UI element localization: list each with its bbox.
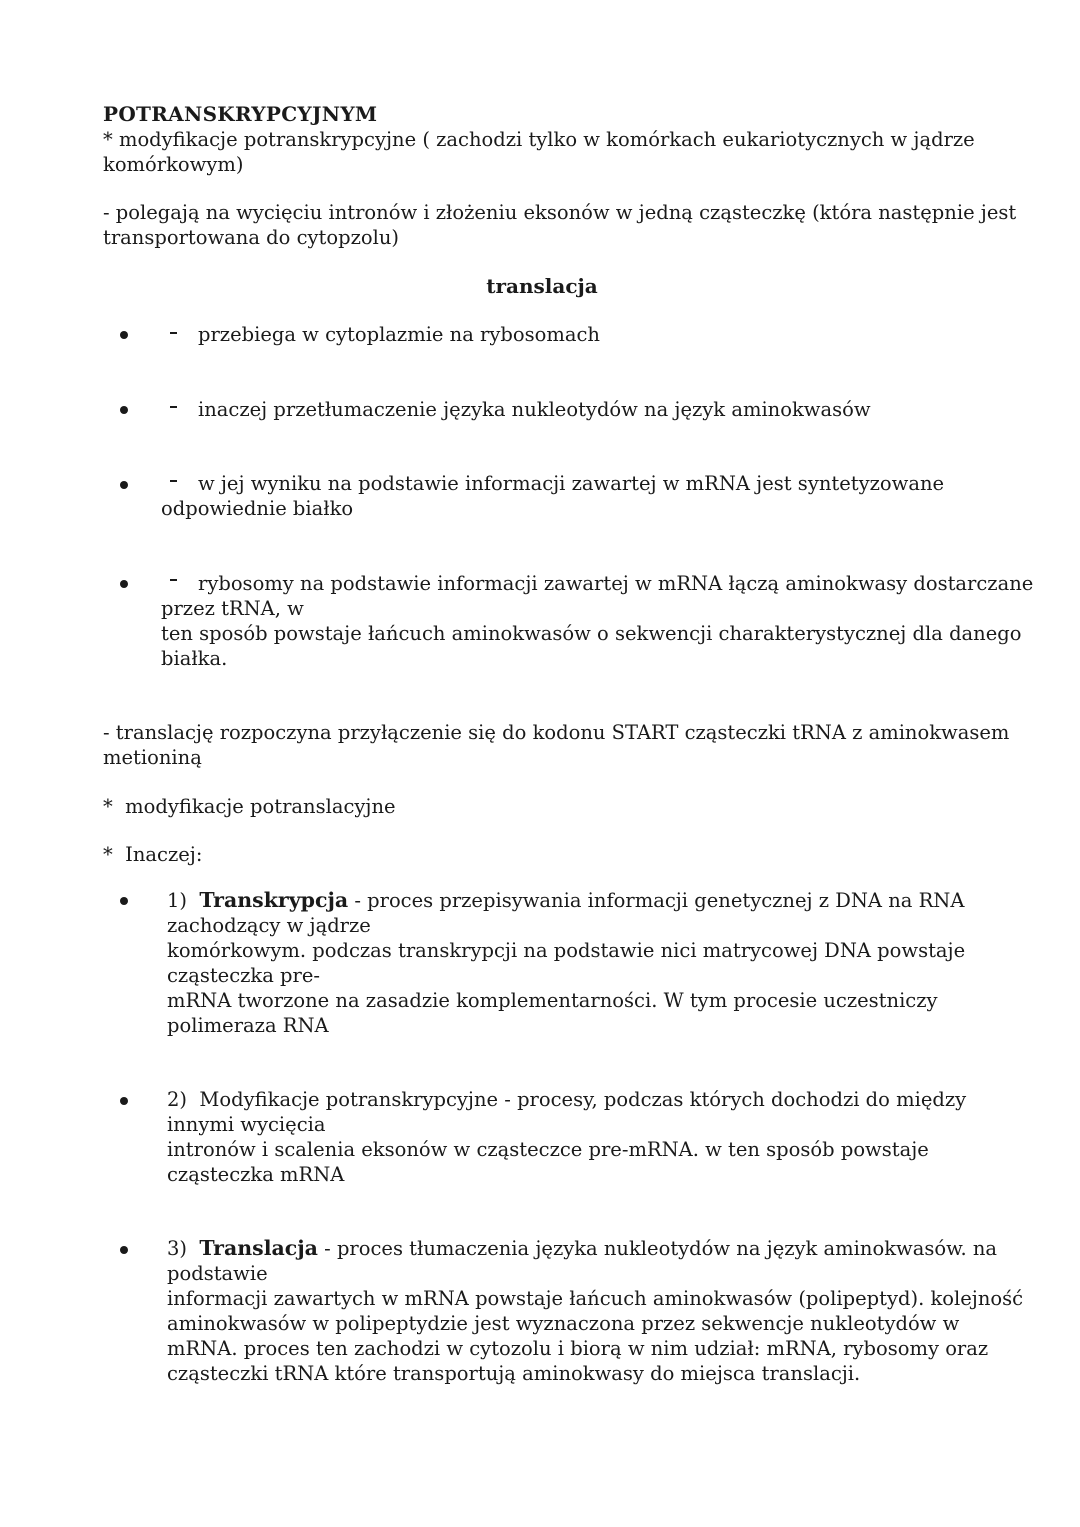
- step-description: - procesy, podczas których dochodzi do między: [498, 1088, 967, 1111]
- step-first-line: [167, 888, 964, 913]
- note-modifications: * modyfikacje potranslacyjne: [103, 795, 396, 818]
- start-note-line: - translację rozpoczyna przyłączenie się do kodonu START cząsteczki tRNA z aminokwasem: [103, 721, 1010, 744]
- step-term: Translacja: [199, 1236, 318, 1260]
- list-item: w jej wyniku na podstawie informacji zawartej w mRNA jest syntetyzowane: [198, 472, 945, 495]
- step-term: Modyfikacje potranskrypcyjne: [199, 1088, 499, 1111]
- step-first-line: [167, 1087, 966, 1112]
- step-number: 3): [167, 1237, 188, 1260]
- step-number: 1): [167, 889, 188, 912]
- intro-line: * modyfikacje potranskrypcyjne ( zachodzi tylko w komórkach eukariotycznych w jądrze: [103, 128, 975, 151]
- intro-line: komórkowym): [103, 153, 244, 176]
- list-item-continuation: ten sposób powstaje łańcuch aminokwasów o sekwencji charakterystycznej dla danego: [161, 622, 1022, 645]
- dash-icon: [170, 579, 177, 581]
- bullet-icon: [120, 481, 128, 489]
- bullet-icon: [120, 406, 128, 414]
- step-description: - proces tłumaczenia języka nukleotydów na język aminokwasów. na: [317, 1237, 998, 1260]
- list-item: rybosomy na podstawie informacji zawartej w mRNA łączą aminokwasy dostarczane: [198, 572, 1034, 595]
- bullet-icon: [120, 897, 128, 905]
- step-line: aminokwasów w polipeptydzie jest wyznaczona przez sekwencje nukleotydów w: [167, 1312, 960, 1335]
- step-line: polimeraza RNA: [167, 1014, 329, 1037]
- start-note-line: metioniną: [103, 746, 202, 769]
- step-number: 2): [167, 1088, 188, 1111]
- list-item-continuation: odpowiednie białko: [161, 497, 354, 520]
- step-line: komórkowym. podczas transkrypcji na podstawie nici matrycowej DNA powstaje: [167, 939, 966, 962]
- note-otherwise: * Inaczej:: [103, 843, 203, 866]
- step-line: intronów i scalenia eksonów w cząsteczce pre-mRNA. w ten sposób powstaje: [167, 1138, 929, 1161]
- bullet-icon: [120, 331, 128, 339]
- dash-icon: [170, 480, 177, 482]
- step-term: Transkrypcja: [199, 888, 349, 912]
- list-item-continuation: przez tRNA, w: [161, 597, 304, 620]
- step-line: mRNA. proces ten zachodzi w cytozolu i biorą w nim udział: mRNA, rybosomy oraz: [167, 1337, 989, 1360]
- step-line: mRNA tworzone na zasadzie komplementarności. W tym procesie uczestniczy: [167, 989, 938, 1012]
- step-line: cząsteczka mRNA: [167, 1163, 345, 1186]
- section-heading: POTRANSKRYPCYJNYM: [103, 102, 378, 126]
- dash-icon: [170, 406, 177, 408]
- bullet-icon: [120, 1097, 128, 1105]
- step-line: informacji zawartych w mRNA powstaje łańcuch aminokwasów (polipeptyd). kolejność: [167, 1287, 1024, 1310]
- step-line: innymi wycięcia: [167, 1113, 326, 1136]
- step-line: cząsteczki tRNA które transportują aminokwasy do miejsca translacji.: [167, 1362, 861, 1385]
- intro-line: - polegają na wycięciu intronów i złożeniu eksonów w jedną cząsteczkę (która następnie jest: [103, 201, 1017, 224]
- translation-title: translacja: [486, 274, 598, 298]
- step-first-line: [167, 1236, 997, 1261]
- step-line: zachodzący w jądrze: [167, 914, 371, 937]
- step-description: - proces przepisywania informacji genetycznej z DNA na RNA: [348, 889, 965, 912]
- step-line: podstawie: [167, 1262, 268, 1285]
- step-line: cząsteczka pre-: [167, 964, 320, 987]
- bullet-icon: [120, 1246, 128, 1254]
- bullet-icon: [120, 580, 128, 588]
- intro-line: transportowana do cytopzolu): [103, 226, 400, 249]
- list-item-continuation: białka.: [161, 647, 228, 670]
- dash-icon: [170, 332, 177, 334]
- list-item: przebiega w cytoplazmie na rybosomach: [198, 323, 600, 346]
- list-item: inaczej przetłumaczenie języka nukleotydów na język aminokwasów: [198, 398, 871, 421]
